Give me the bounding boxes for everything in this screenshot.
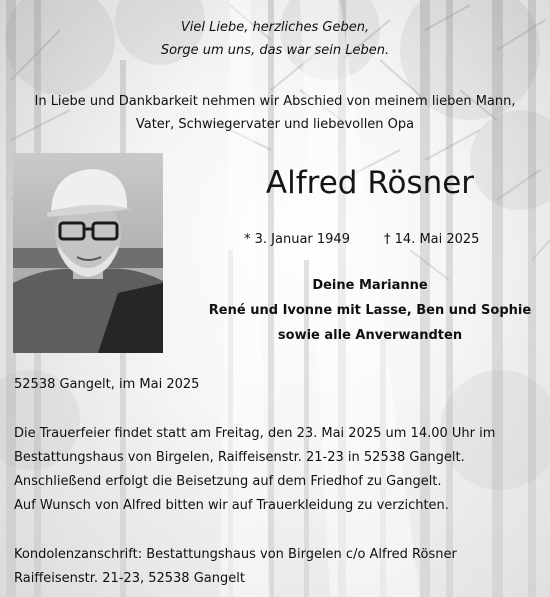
funeral-info-line: Bestattungshaus von Birgelen, Raiffeisenstr. 21-23 in 52538 Gangelt. (14, 450, 465, 465)
place-date: 52538 Gangelt, im Mai 2025 (14, 377, 200, 392)
intro-line: Vater, Schwiegervater und liebevollen Opa (135, 117, 415, 132)
birth-date: * 3. Januar 1949 (244, 232, 350, 247)
deceased-name: Alfred Rösner (265, 165, 475, 201)
funeral-info-line: Die Trauerfeier findet statt am Freitag, den 23. Mai 2025 um 14.00 Uhr im (14, 426, 496, 441)
portrait-photo (13, 153, 163, 353)
mourner-line: René und Ivonne mit Lasse, Ben und Sophie (208, 303, 532, 318)
intro-line: In Liebe und Dankbarkeit nehmen wir Abschied von meinem lieben Mann, (34, 94, 516, 109)
mourner-line: Deine Marianne (312, 278, 428, 293)
funeral-info-line: Auf Wunsch von Alfred bitten wir auf Trauerkleidung zu verzichten. (14, 498, 449, 513)
condolence-line: Kondolenzanschrift: Bestattungshaus von Birgelen c/o Alfred Rösner (14, 547, 457, 562)
funeral-info-line: Anschließend erfolgt die Beisetzung auf dem Friedhof zu Gangelt. (14, 474, 442, 489)
death-date: † 14. Mai 2025 (384, 232, 480, 247)
verse-line: Viel Liebe, herzliches Geben, (180, 20, 370, 35)
condolence-line: Raiffeisenstr. 21-23, 52538 Gangelt (14, 571, 245, 586)
mourner-line: sowie alle Anverwandten (277, 328, 463, 343)
verse-line: Sorge um uns, das war sein Leben. (160, 43, 390, 58)
